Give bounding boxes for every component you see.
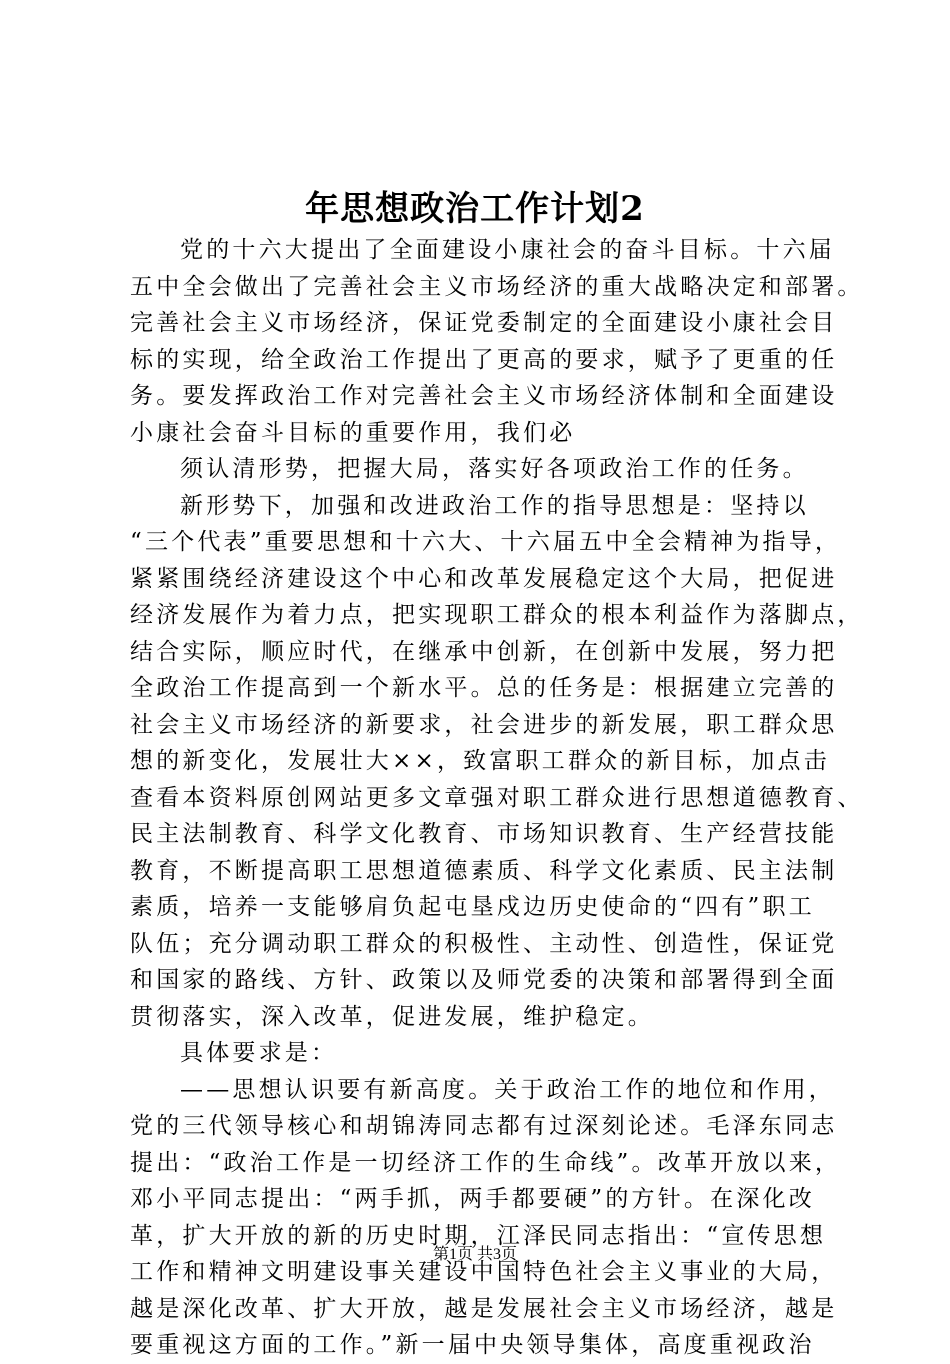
document-body <box>130 232 864 1364</box>
paragraph-line: 党的十六大提出了全面建设小康社会的奋斗目标。十六届 <box>180 237 835 263</box>
paragraph-line: 贯彻落实，深入改革，促进发展，维护稳定。 <box>130 1003 654 1030</box>
paragraph-line: 工作和精神文明建设事关建设中国特色社会主义事业的大局， <box>130 1259 838 1285</box>
paragraph-line: 邓小平同志提出：“两手抓，两手都要硬”的方针。在深化改 <box>130 1186 815 1212</box>
paragraph-line: 五中全会做出了完善社会主义市场经济的重大战略决定和部署。 <box>130 273 864 300</box>
page-number-footer: 第1页 共3页 <box>432 1246 517 1263</box>
paragraph-line: 素质，培养一支能够肩负起屯垦戍边历史使命的“四有”职工 <box>130 894 815 920</box>
paragraph-line: 具体要求是： <box>180 1040 338 1066</box>
paragraph-line: “三个代表”重要思想和十六大、十六届五中全会精神为指导， <box>130 529 842 555</box>
paragraph-line: 标的实现，给全政治工作提出了更高的要求，赋予了更重的任 <box>130 346 838 373</box>
paragraph-line: 新形势下，加强和改进政治工作的指导思想是：坚持以 <box>180 492 809 519</box>
paragraph-line: 社会主义市场经济的新要求，社会进步的新发展，职工群众思 <box>130 711 838 738</box>
paragraph-line: 完善社会主义市场经济，保证党委制定的全面建设小康社会目 <box>130 310 838 336</box>
paragraph-line: 党的三代领导核心和胡锦涛同志都有过深刻论述。毛泽东同志 <box>130 1113 838 1139</box>
paragraph-line: 队伍；充分调动职工群众的积极性、主动性、创造性，保证党 <box>130 930 838 957</box>
paragraph-line: 革，扩大开放的新的历史时期，江泽民同志指出：“宣传思想 <box>130 1222 827 1249</box>
paragraph-line: 想的新变化，发展壮大××，致富职工群众的新目标，加点击 <box>130 748 830 774</box>
paragraph-line: 结合实际，顺应时代，在继承中创新，在创新中发展，努力把 <box>130 638 838 665</box>
paragraph-line: 务。要发挥政治工作对完善社会主义市场经济体制和全面建设 <box>130 383 838 409</box>
paragraph-line: 紧紧围绕经济建设这个中心和改革发展稳定这个大局，把促进 <box>130 565 838 592</box>
paragraph-line: 小康社会奋斗目标的重要作用，我们必 <box>130 419 576 446</box>
paragraph-line: 越是深化改革、扩大开放，越是发展社会主义市场经济，越是 <box>130 1295 838 1322</box>
paragraph-line: 要重视这方面的工作。”新一届中央领导集体，高度重视政治 <box>130 1332 815 1358</box>
paragraph-line: 和国家的路线、方针、政策以及师党委的决策和部署得到全面 <box>130 967 838 993</box>
document-title: 年思想政治工作计划2 <box>305 189 645 229</box>
paragraph-line: 民主法制教育、科学文化教育、市场知识教育、生产经营技能 <box>130 821 838 847</box>
paragraph-line: 全政治工作提高到一个新水平。总的任务是：根据建立完善的 <box>130 675 838 701</box>
paragraph-line: 查看本资料原创网站更多文章强对职工群众进行思想道德教育、 <box>130 784 864 811</box>
paragraph-line: 教育，不断提高职工思想道德素质、科学文化素质、民主法制 <box>130 857 838 884</box>
paragraph-line: 经济发展作为着力点，把实现职工群众的根本利益作为落脚点， <box>130 602 864 628</box>
paragraph-line: 须认清形势，把握大局，落实好各项政治工作的任务。 <box>180 456 809 482</box>
paragraph-line: ——思想认识要有新高度。关于政治工作的地位和作用， <box>180 1076 835 1103</box>
paragraph-line: 提出：“政治工作是一切经济工作的生命线”。改革开放以来， <box>130 1149 842 1176</box>
